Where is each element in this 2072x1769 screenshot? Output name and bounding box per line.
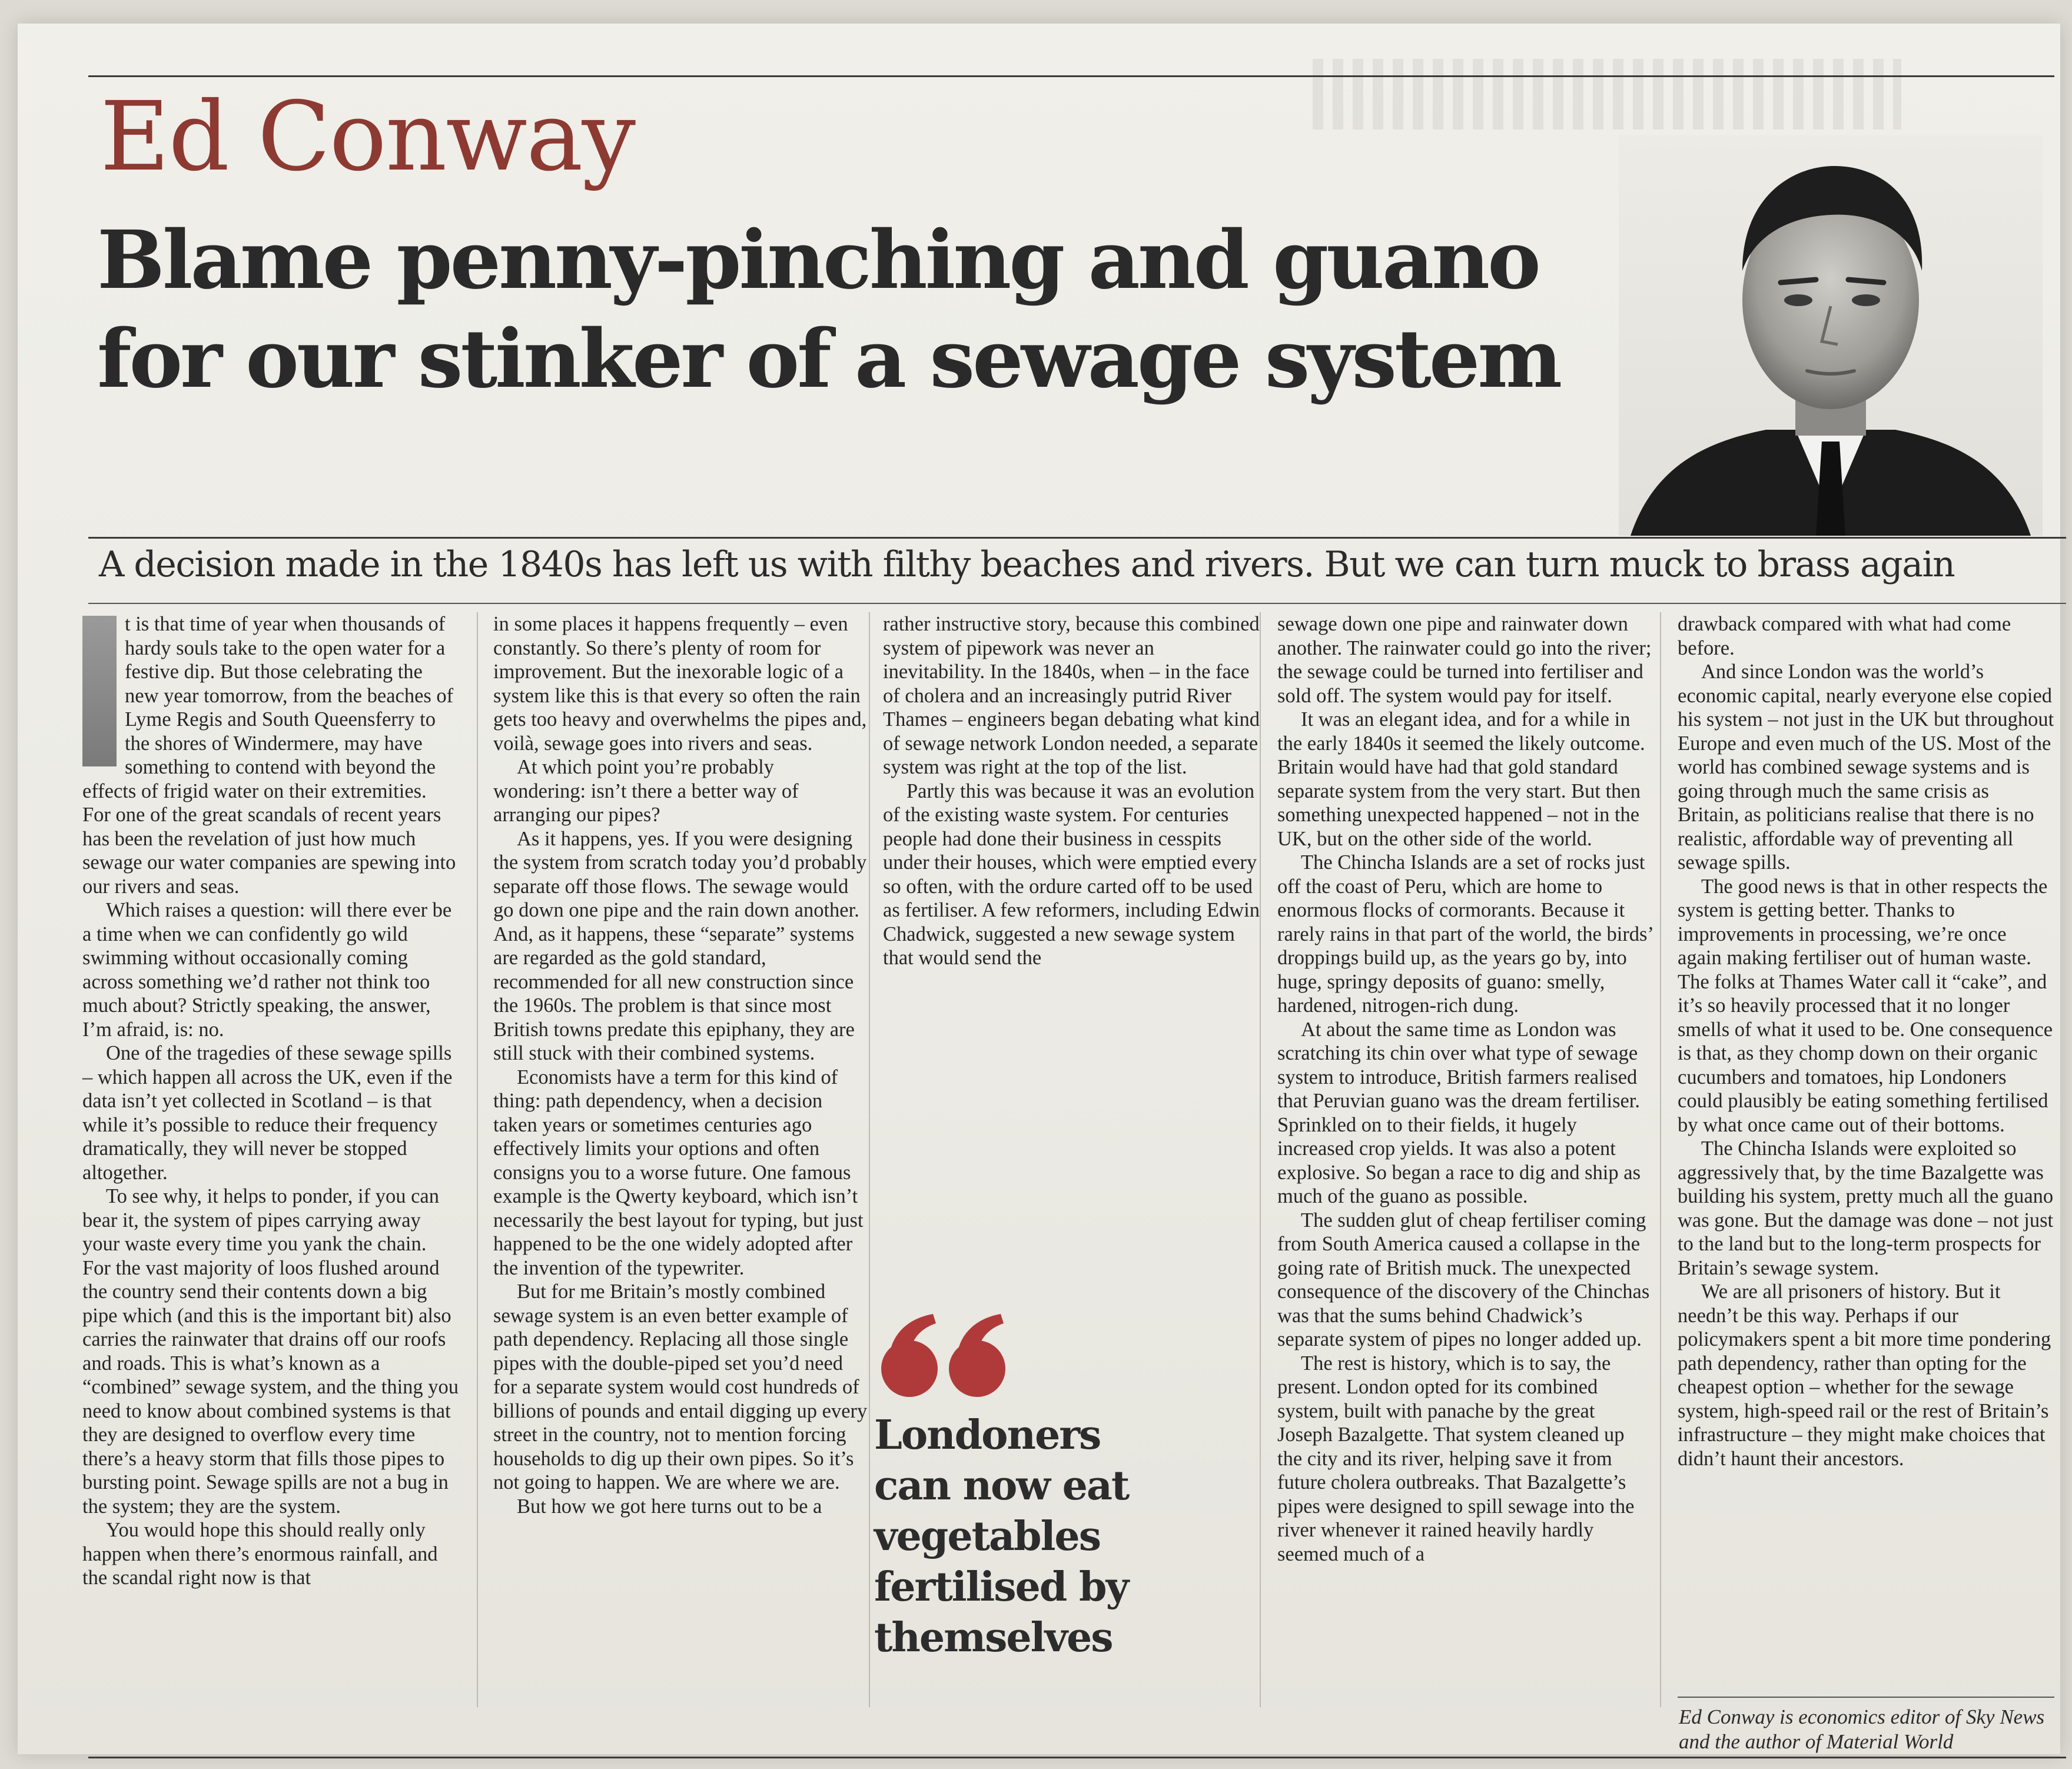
paragraph: The sudden glut of cheap fertiliser coming from South America caused a collapse in the going rate of British muck. The unexpected consequence of the discovery of the Chinchas was that the sums behind Chadwick’s separate system of pipes no longer added up. xyxy=(1277,1209,1650,1350)
paragraph: Which raises a question: will there ever be a time when we can confidently go wild swimming without occasionally coming across something we’d rather not think too much about? Strictly speaking, the answer, I’m afraid, is: no. xyxy=(82,899,452,1041)
newspaper-page xyxy=(18,24,2060,1754)
standfirst: A decision made in the 1840s has left us with filthy beaches and rivers. But we can turn muck to brass again xyxy=(99,544,1955,585)
paragraph: We are all prisoners of history. But it needn’t be this way. Perhaps if our policymakers spent a bit more time pondering path dependency, rather than opting for the cheapest option – whether for the sewage system, high-speed rail or the rest of Britain’s infrastructure – they might make choices that didn’t haunt their ancestors. xyxy=(1678,1280,2051,1470)
portrait-image xyxy=(1619,135,2043,536)
paragraph: rather instructive story, because this combined system of pipework was never an inevitability. In the 1840s, when – in the face of cholera and an increasingly putrid River Thames – engineers began debating what kind of sewage network London needed, a separate system was right at the top of the list. xyxy=(883,613,1260,778)
column-divider xyxy=(477,612,478,1707)
paragraph: The rest is history, which is to say, the present. London opted for its combined system, built with panache by the great Joseph Bazalgette. That system cleaned up the city and its river, helping save it from future cholera outbreaks. That Bazalgette’s pipes were designed to spill sewage into the river whenever it rained heavily hardly seemed much of a xyxy=(1277,1352,1635,1565)
headline xyxy=(97,211,1604,409)
paragraph: At about the same time as London was scratching its chin over what type of sewage system to introduce, British farmers realised that Peruvian guano was the dream fertiliser. Sprinkled on to their fields, it hugely increased crop yields. It was also a potent explosive. So began a race to dig and ship as much of the guano as possible. xyxy=(1277,1018,1641,1207)
column-divider xyxy=(1660,612,1661,1707)
headline-line: Blame penny-pinching and guano xyxy=(97,213,1539,307)
paragraph: It was an elegant idea, and for a while in the early 1840s it seemed the likely outcome. Britain would have had that gold standard separate system from the very start. But then something unexpected happened – not in the UK, but on the other side of the world. xyxy=(1277,708,1645,850)
paragraph: Partly this was because it was an evolution of the existing waste system. For centuries people had done their business in cesspits under their houses, which were emptied every so often, with the ordure carted off to be used as fertiliser. A few reformers, including Edwin Chadwick, suggested a new sewage system that would send the xyxy=(883,779,1260,969)
paragraph: The Chincha Islands were exploited so aggressively that, by the time Bazalgette was building his system, pretty much all the guano was gone. But the damage was done – not just to the land but to the long-term prospects for Britain’s sewage system. xyxy=(1678,1137,2054,1279)
pull-quote: Londoners can now eat vegetables fertilised by themselves xyxy=(874,1412,1129,1661)
paragraph: One of the tragedies of these sewage spills – which happen all across the UK, even if the data isn’t yet collected in Scotland – is that while it’s possible to reduce their frequency dramatically, they will never be stopped altogether. xyxy=(82,1042,453,1184)
author-endnote: Ed Conway is economics editor of Sky News and the author of Material World xyxy=(1679,1705,2045,1753)
article-column-1 xyxy=(82,612,459,1690)
paragraph: You would hope this should really only happen when there’s enormous rainfall, and the scandal right now is that xyxy=(82,1519,438,1589)
paragraph: The Chincha Islands are a set of rocks just off the coast of Peru, which are home to enormous flocks of cormorants. Because it rarely rains in that part of the world, the birds’ droppings build up, as the years go by, into huge, springy deposits of guano: smelly, hardened, nitrogen-rich dung. xyxy=(1277,851,1653,1017)
paragraph: Economists have a term for this kind of thing: path dependency, when a decision taken years or sometimes centuries ago effectively limits your options and often consigns you to a worse future. One famous example is the Qwerty keyboard, which isn’t necessarily the best layout for typing, but just happened to be the one widely adopted after the invention of the typewriter. xyxy=(493,1066,864,1279)
paragraph: But for me Britain’s mostly combined sewage system is an even better example of path dependency. Replacing all those single pipes with the double-piped set you’d need for a separate system would cost hundreds of billions of pounds and entail digging up every street in the country, not to mention forcing households to dig up their own pipes. So it’s not going to happen. We are where we are. xyxy=(493,1280,868,1493)
body-rule xyxy=(88,603,2066,604)
paragraph: As it happens, yes. If you were designing the system from scratch today you’d probably separate off those flows. The sewage would go down one pipe and the rain down another. And, as it happens, these “separate” systems are regarded as the gold standard, recommended for all new construction since the 1960s. The problem is that since most British towns predate this epiphany, they are still stuck with their combined systems. xyxy=(493,827,867,1064)
paragraph: sewage down one pipe and rainwater down another. The rainwater could go into the river; the sewage could be turned into fertiliser and sold off. The system would pay for itself. xyxy=(1277,613,1652,707)
headline-line: for our stinker of a sewage system xyxy=(97,312,1560,406)
paragraph: in some places it happens frequently – even constantly. So there’s plenty of room for improvement. But the inexorable logic of a system like this is that every so often the rain gets too heavy and overwhelms the pipes and, voilà, sewage goes into rivers and seas. xyxy=(493,613,867,755)
paragraph: But how we got here turns out to be a xyxy=(517,1495,822,1518)
article-column-2 xyxy=(493,612,870,1690)
standfirst-rule xyxy=(88,537,2066,539)
paragraph: drawback compared with what had come before. xyxy=(1678,613,2011,659)
quote-mark-icon xyxy=(877,1313,1012,1401)
column-divider xyxy=(1260,612,1261,1707)
article-column-5 xyxy=(1678,612,2054,1690)
paragraph: To see why, it helps to ponder, if you can bear it, the system of pipes carrying away your waste every time you yank the chain. For the vast majority of loos flushed around the country send their contents down a big pipe which (and this is the important bit) also carries the rainwater that drains off our roofs and roads. This is what’s known as a “combined” sewage system, and the thing you need to know about combined systems is that they are designed to overflow every time there’s a heavy storm that fills those pipes to bursting point. Sewage spills are not a bug in the system; they are the system. xyxy=(82,1185,459,1518)
paragraph: At which point you’re probably wondering: isn’t there a better way of arranging our pipes? xyxy=(493,756,799,826)
bottom-rule xyxy=(88,1757,2066,1758)
paragraph: t is that time of year when thousands of hardy souls take to the open water for a festive dip. But those celebrating the new year tomorrow, from the beaches of Lyme Regis and South Queensferry to the shores of Windermere, may have something to contend with beyond the effects of frigid water on their extremities. For one of the great scandals of recent years has been the revelation of just how much sewage our water companies are spewing into our rivers and seas. xyxy=(82,613,456,898)
show-through-text xyxy=(1313,59,1901,130)
article-column-4 xyxy=(1277,612,1654,1690)
top-rule xyxy=(88,75,2054,77)
author-byline: Ed Conway xyxy=(100,82,635,193)
paragraph: The good news is that in other respects the system is getting better. Thanks to improvements in processing, we’re once again making fertiliser out of human waste. The folks at Thames Water call it “cake”, and it’s so heavily processed that it no longer smells of what it used to be. One consequence is that, as they chomp down on their organic cucumbers and tomatoes, hip Londoners could plausibly be eating something fertilised by what once came out of their bottoms. xyxy=(1678,875,2053,1136)
paragraph: And since London was the world’s economic capital, nearly everyone else copied his system – not just in the UK but throughout Europe and even much of the US. Most of the world has combined sewage systems and is going through much the same crisis as Britain, as politicians realise that there is no realistic, affordable way of preventing all sewage spills. xyxy=(1678,661,2054,874)
drop-cap-block xyxy=(82,616,117,766)
endnote-rule xyxy=(1678,1697,2054,1698)
author-portrait xyxy=(1619,135,2043,536)
